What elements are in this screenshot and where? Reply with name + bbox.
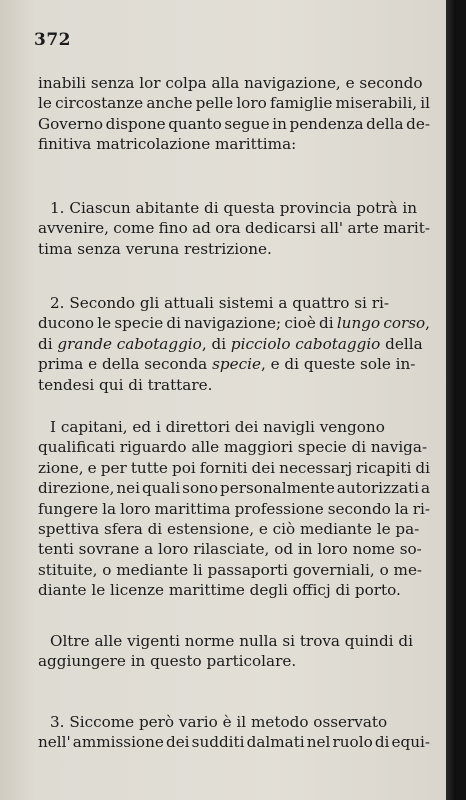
text-line: 2. Secondo gli attuali sistemi a quattro si ri- bbox=[50, 294, 389, 312]
page-number: 372 bbox=[34, 30, 71, 50]
paragraph-intro bbox=[38, 73, 430, 155]
text-line: diante le licenze marittime degli officj di porto. bbox=[38, 581, 401, 600]
text-line: finitiva matricolazione marittima: bbox=[38, 135, 297, 154]
text-line: spettiva sfera di estensione, e ciò mediante le pa- bbox=[38, 519, 420, 538]
text-line: Governo dispone quanto segue in pendenza della de- bbox=[38, 114, 430, 133]
text-line: le circostanze anche pelle loro famiglie miserabili, il bbox=[38, 94, 430, 113]
text-line: stituite, o mediante li passaporti governiali, o me- bbox=[38, 560, 423, 579]
text-line: tenti sovrane a loro rilasciate, od in loro nome so- bbox=[38, 540, 422, 559]
text-line: tima senza veruna restrizione. bbox=[38, 239, 272, 258]
text-line: nell' ammissione dei sudditi dalmati nel ruolo di equi- bbox=[38, 733, 430, 752]
page-edge-shadow bbox=[446, 0, 456, 800]
text-line: I capitani, ed i direttori dei navigli vengono bbox=[50, 418, 385, 436]
text-line: aggiungere in questo particolare. bbox=[38, 652, 297, 671]
paragraph-section-2c bbox=[38, 631, 430, 672]
paragraph-section-2b bbox=[38, 417, 430, 601]
text-line: zione, e per tutte poi forniti dei necessarj ricapiti di bbox=[38, 458, 430, 477]
paragraph-section-1 bbox=[38, 198, 430, 259]
text-line: direzione, nei quali sono personalmente autorizzati a bbox=[38, 479, 430, 498]
text-line: Oltre alle vigenti norme nulla si trova quindi di bbox=[50, 632, 413, 650]
text-line: qualificati riguardo alle maggiori specie di naviga- bbox=[38, 438, 428, 457]
text-line: 1. Ciascun abitante di questa provincia potrà in bbox=[50, 199, 418, 217]
text-line: fungere la loro marittima professione secondo la ri- bbox=[38, 499, 430, 518]
paragraph-section-3 bbox=[38, 712, 430, 753]
text-line: avvenire, come fino ad ora dedicarsi all' arte marit- bbox=[38, 219, 430, 238]
text-line: tendesi qui di trattare. bbox=[38, 375, 213, 394]
text-line: prima e della seconda specie, e di queste sole in- bbox=[38, 355, 416, 374]
paragraph-section-2 bbox=[38, 293, 430, 395]
text-line: ducono le specie di navigazione; cioè di lungo corso, bbox=[38, 314, 430, 333]
text-line: 3. Siccome però vario è il metodo osservato bbox=[50, 713, 388, 731]
text-line: di grande cabotaggio, di picciolo cabotaggio della bbox=[38, 334, 423, 353]
text-line: inabili senza lor colpa alla navigazione, e secondo bbox=[38, 74, 423, 92]
